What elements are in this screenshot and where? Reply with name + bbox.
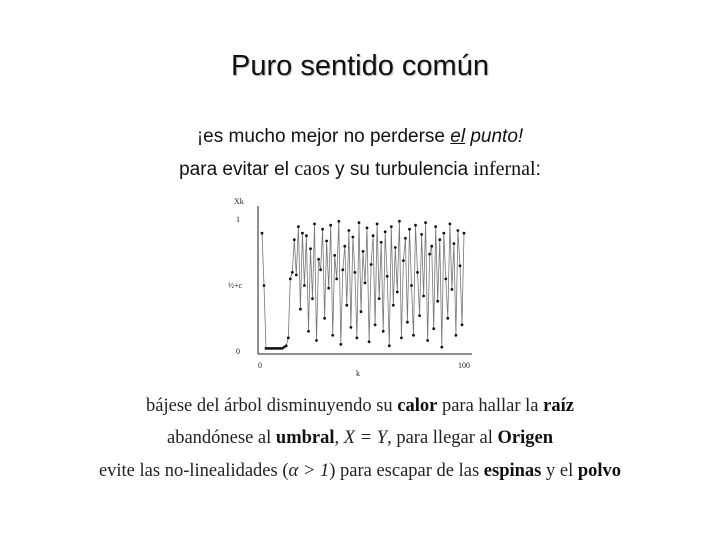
data-point-62 bbox=[386, 275, 389, 278]
y-axis-label: Xk bbox=[234, 197, 244, 206]
data-point-56 bbox=[374, 323, 377, 326]
data-point-53 bbox=[368, 340, 371, 343]
data-point-17 bbox=[295, 274, 298, 277]
data-point-88 bbox=[438, 238, 441, 241]
data-point-85 bbox=[432, 327, 435, 330]
data-point-40 bbox=[341, 268, 344, 271]
data-point-43 bbox=[348, 229, 351, 232]
data-point-28 bbox=[317, 258, 320, 261]
b3-text-b: ) para escapar de las bbox=[329, 461, 484, 481]
data-point-14 bbox=[289, 278, 292, 281]
data-point-37 bbox=[335, 278, 338, 281]
data-point-15 bbox=[291, 271, 294, 274]
data-point-70 bbox=[402, 259, 405, 262]
data-point-83 bbox=[428, 253, 431, 256]
b3-bold-polvo: polvo bbox=[577, 461, 622, 481]
b3-bold-espinas: espinas bbox=[483, 461, 542, 481]
data-point-48 bbox=[358, 221, 361, 224]
data-point-86 bbox=[434, 225, 437, 228]
chaos-time-series-chart bbox=[222, 192, 482, 380]
data-point-87 bbox=[436, 300, 439, 303]
data-point-55 bbox=[372, 234, 375, 237]
data-point-64 bbox=[390, 225, 393, 228]
data-point-24 bbox=[309, 247, 312, 250]
data-point-63 bbox=[388, 344, 391, 347]
data-point-44 bbox=[350, 326, 353, 329]
data-point-25 bbox=[311, 297, 314, 300]
data-point-22 bbox=[305, 234, 308, 237]
b3-math-inequality: α > 1 bbox=[288, 461, 330, 481]
data-point-30 bbox=[321, 228, 324, 231]
x-tick-label-0: 0 bbox=[258, 361, 262, 370]
data-point-71 bbox=[404, 237, 407, 240]
data-point-68 bbox=[398, 220, 401, 223]
data-point-59 bbox=[380, 241, 383, 244]
data-point-65 bbox=[392, 304, 395, 307]
data-point-72 bbox=[406, 321, 409, 324]
slide-title: Puro sentido común bbox=[231, 50, 489, 82]
data-point-27 bbox=[315, 339, 318, 342]
data-point-13 bbox=[287, 337, 290, 340]
y-tick-label-1: 1 bbox=[236, 215, 240, 224]
data-point-32 bbox=[325, 240, 328, 243]
data-point-58 bbox=[378, 297, 381, 300]
data-point-66 bbox=[394, 246, 397, 249]
data-point-36 bbox=[333, 254, 336, 257]
subtitle-line-2 bbox=[0, 158, 720, 181]
data-point-75 bbox=[412, 334, 415, 337]
data-point-97 bbox=[457, 229, 460, 232]
data-point-16 bbox=[293, 238, 296, 241]
x-axis-label: k bbox=[356, 369, 360, 378]
data-point-73 bbox=[408, 228, 411, 231]
data-point-78 bbox=[418, 314, 421, 317]
b2-text-c: , bbox=[334, 428, 344, 448]
data-point-20 bbox=[301, 232, 304, 235]
data-point-29 bbox=[319, 268, 322, 271]
b3-text-d: y el bbox=[541, 461, 578, 481]
data-point-54 bbox=[370, 263, 373, 266]
data-point-93 bbox=[449, 223, 452, 226]
data-point-92 bbox=[446, 317, 449, 320]
line2-word-infernal: infernal bbox=[473, 158, 536, 180]
data-point-79 bbox=[420, 233, 423, 236]
data-point-18 bbox=[297, 225, 300, 228]
data-point-82 bbox=[426, 339, 429, 342]
subtitle-line-1 bbox=[0, 126, 720, 148]
data-point-45 bbox=[352, 236, 355, 239]
data-point-100 bbox=[463, 232, 466, 235]
data-point-50 bbox=[362, 250, 365, 253]
data-point-52 bbox=[366, 227, 369, 230]
data-point-47 bbox=[356, 337, 359, 340]
data-point-19 bbox=[299, 308, 302, 311]
y-tick-label-0: 0 bbox=[236, 347, 240, 356]
data-point-41 bbox=[343, 245, 346, 248]
line2-text-c: y su turbulencia bbox=[329, 159, 474, 180]
data-point-95 bbox=[453, 242, 456, 245]
line1-text-a: ¡es mucho mejor no perderse bbox=[196, 126, 451, 147]
b3-text-a: evite las no-linealidades ( bbox=[98, 461, 289, 481]
data-point-1 bbox=[263, 284, 266, 287]
line2-word-caos: caos bbox=[294, 158, 330, 180]
data-point-74 bbox=[410, 284, 413, 287]
data-point-23 bbox=[307, 330, 310, 333]
data-point-21 bbox=[303, 284, 306, 287]
data-point-38 bbox=[337, 220, 340, 223]
bullet-line-1 bbox=[0, 396, 720, 417]
bullet-line-2 bbox=[0, 428, 720, 449]
data-point-57 bbox=[376, 223, 379, 226]
data-point-0 bbox=[261, 232, 264, 235]
data-point-67 bbox=[396, 291, 399, 294]
data-point-89 bbox=[440, 346, 443, 349]
b2-bold-origen: Origen bbox=[497, 428, 553, 448]
line2-text-e: : bbox=[535, 159, 541, 180]
y-tick-label-half: ½+c bbox=[228, 281, 243, 290]
b1-bold-raiz: raíz bbox=[543, 396, 574, 416]
b2-math-equation: X = Y bbox=[343, 428, 388, 448]
data-point-98 bbox=[459, 264, 462, 267]
data-point-91 bbox=[444, 278, 447, 281]
data-point-33 bbox=[327, 287, 330, 290]
b1-text-c: para hallar la bbox=[437, 396, 544, 416]
data-point-96 bbox=[455, 334, 458, 337]
line2-text-a: para evitar el bbox=[179, 159, 295, 180]
data-point-39 bbox=[339, 343, 342, 346]
data-point-90 bbox=[442, 232, 445, 235]
data-point-77 bbox=[416, 271, 419, 274]
data-point-51 bbox=[364, 282, 367, 285]
data-point-81 bbox=[424, 221, 427, 224]
data-point-26 bbox=[313, 223, 316, 226]
data-point-31 bbox=[323, 317, 326, 320]
x-tick-label-100: 100 bbox=[458, 361, 470, 370]
data-point-76 bbox=[414, 224, 417, 227]
data-point-99 bbox=[461, 323, 464, 326]
data-point-94 bbox=[451, 288, 454, 291]
data-point-42 bbox=[345, 304, 348, 307]
data-point-60 bbox=[382, 330, 385, 333]
b1-bold-calor: calor bbox=[397, 396, 438, 416]
b1-text-a: bájese del árbol disminuyendo su bbox=[146, 396, 398, 416]
b2-text-a: abandónese al bbox=[167, 428, 276, 448]
line1-text-c: punto! bbox=[465, 126, 524, 147]
data-point-46 bbox=[354, 271, 357, 274]
data-point-80 bbox=[422, 295, 425, 298]
b2-bold-umbral: umbral bbox=[275, 428, 335, 448]
b2-text-d: , para llegar al bbox=[387, 428, 498, 448]
data-point-69 bbox=[400, 337, 403, 340]
bullet-line-3 bbox=[0, 461, 720, 482]
data-point-49 bbox=[360, 310, 363, 313]
data-point-84 bbox=[430, 245, 433, 248]
line1-underlined-word: el bbox=[450, 126, 466, 147]
data-point-34 bbox=[329, 224, 332, 227]
data-point-35 bbox=[331, 334, 334, 337]
data-point-61 bbox=[384, 230, 387, 233]
data-point-12 bbox=[285, 344, 288, 347]
